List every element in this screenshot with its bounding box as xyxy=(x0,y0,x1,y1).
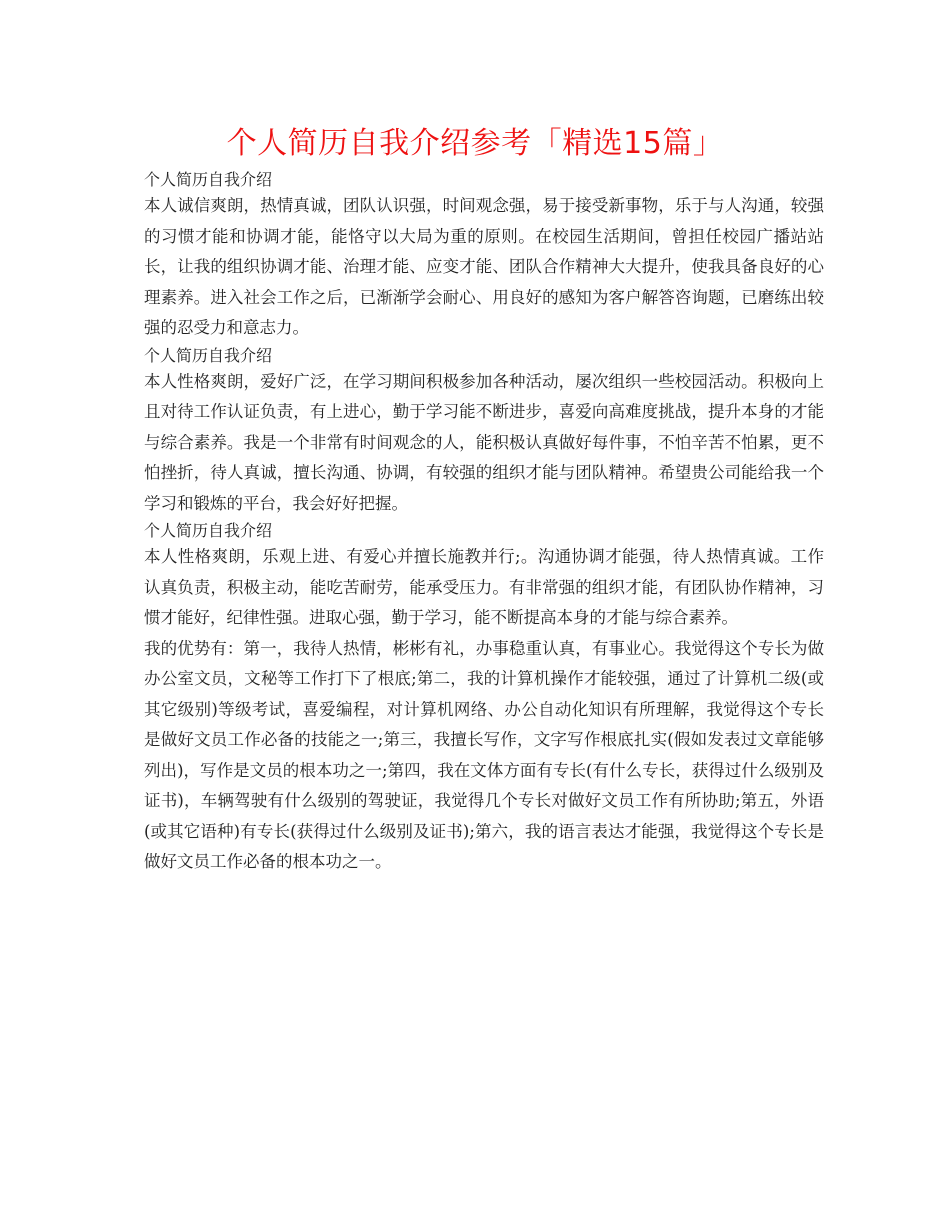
document-title: 个人简历自我介绍参考「精选15篇」 xyxy=(226,126,724,161)
section-paragraph: 我的优势有：第一，我待人热情，彬彬有礼，办事稳重认真，有事业心。我觉得这个专长为做办公室文员，文秘等工作打下了根底;第二，我的计算机操作才能较强，通过了计算机二级(或其它级别)等级考试，喜爱编程，对计算机网络、办公自动化知识有所理解，我觉得这个专长是做好文员工作必备的技能之一;第三，我擅长写作，文字写作根底扎实(假如发表过文章能够列出)，写作是文员的根本功之一;第四，我在文体方面有专长(有什么专长，获得过什么级别及证书)，车辆驾驶有什么级别的驾驶证，我觉得几个专长对做好文员工作有所协助;第五，外语(或其它语种)有专长(获得过什么级别及证书);第六，我的语言表达才能强，我觉得这个专长是做好文员工作必备的根本功之一。 xyxy=(144,638,824,871)
section-heading: 个人简历自我介绍 xyxy=(144,521,273,540)
section-paragraph: 本人性格爽朗，爱好广泛，在学习期间积极参加各种活动，屡次组织一些校园活动。积极向上且对待工作认证负责，有上进心，勤于学习能不断进步，喜爱向高难度挑战，提升本身的才能与综合素养。我是一个非常有时间观念的人，能积极认真做好每件事，不怕辛苦不怕累，更不怕挫折，待人真诚，擅长沟通、协调，有较强的组织才能与团队精神。希望贵公司能给我一个学习和锻炼的平台，我会好好把握。 xyxy=(144,371,824,513)
section-paragraph: 本人性格爽朗，乐观上进、有爱心并擅长施教并行;。沟通协调才能强，待人热情真诚。工作认真负责，积极主动，能吃苦耐劳，能承受压力。有非常强的组织才能，有团队协作精神，习惯才能好，纪律性强。进取心强，勤于学习，能不断提高本身的才能与综合素养。 xyxy=(144,547,824,627)
section-1 xyxy=(144,168,824,344)
section-paragraph: 本人诚信爽朗，热情真诚，团队认识强，时间观念强，易于接受新事物，乐于与人沟通，较强的习惯才能和协调才能，能恪守以大局为重的原则。在校园生活期间，曾担任校园广播站站长，让我的组织协调才能、治理才能、应变才能、团队合作精神大大提升，使我具备良好的心理素养。进入社会工作之后，已渐渐学会耐心、用良好的感知为客户解答咨询题，已磨练出较强的忍受力和意志力。 xyxy=(144,196,824,337)
section-heading: 个人简历自我介绍 xyxy=(144,170,273,189)
section-3 xyxy=(144,519,824,878)
section-heading: 个人简历自我介绍 xyxy=(144,345,273,365)
document-body xyxy=(144,168,824,878)
section-2 xyxy=(144,344,824,520)
